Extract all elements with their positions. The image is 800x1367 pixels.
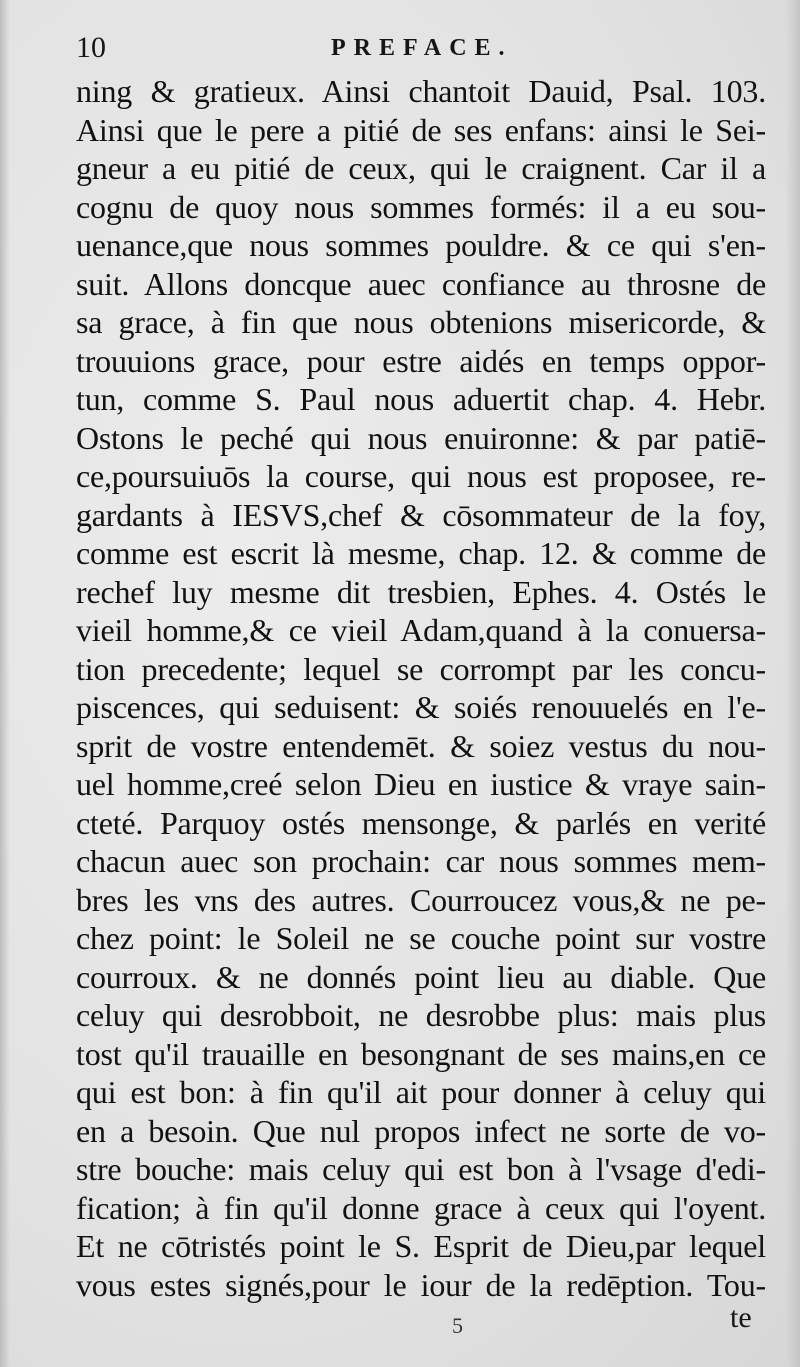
text-line: Et ne cōtristés point le S. Esprit de Dieu,par lequel (76, 1228, 766, 1264)
text-line: Ostons le peché qui nous enuironne: & par patiē- (76, 419, 766, 456)
text-line: ning & gratieux. Ainsi chantoit Dauid, Psal. 103. (76, 73, 766, 109)
text-line: tost qu'il trauaille en besongnant de ses mains,en ce (76, 1035, 766, 1072)
page-right-shadow (786, 0, 800, 1367)
text-line: stre bouche: mais celuy qui est bon à l'vsage d'edi- (76, 1151, 766, 1187)
catchword: te (730, 1301, 752, 1334)
page-left-shadow (0, 0, 10, 1367)
text-line: qui est bon: à fin qu'il ait pour donner à celuy qui (76, 1074, 766, 1110)
text-line: ce,poursuiuōs la course, qui nous est proposee, re- (76, 458, 766, 494)
page-number: 10 (76, 31, 106, 64)
text-line: bres les vns des autres. Courroucez vous,& ne pe- (76, 881, 766, 918)
text-line: trouuions grace, pour estre aidés en temps oppor- (76, 342, 766, 379)
body-text (76, 72, 766, 1304)
text-line: gneur a eu pitié de ceux, qui le craignent. Car il a (76, 150, 766, 186)
signature-mark: 5 (452, 1313, 463, 1338)
text-line: celuy qui desrobboit, ne desrobbe plus: mais plus (76, 997, 766, 1033)
text-line: piscences, qui seduisent: & soiés renouuelés en l'e- (76, 689, 766, 725)
text-line: sa grace, à fin que nous obtenions misericorde, & (76, 304, 766, 340)
text-line: suit. Allons doncque auec confiance au throsne de (76, 265, 766, 302)
text-line: courroux. & ne donnés point lieu au diable. Que (76, 958, 766, 995)
text-line: chez point: le Soleil ne se couche point sur vostre (76, 920, 766, 956)
text-line: fication; à fin qu'il donne grace à ceux qui l'oyent. (76, 1189, 766, 1226)
text-line: vous estes signés,pour le iour de la redēption. Tou- (76, 1266, 766, 1303)
text-line: tun, comme S. Paul nous aduertit chap. 4. Hebr. (76, 381, 766, 417)
text-line: chacun auec son prochain: car nous sommes mem- (76, 843, 766, 879)
text-line: Ainsi que le pere a pitié de ses enfans: ainsi le Sei- (76, 111, 766, 148)
text-line: tion precedente; lequel se corrompt par les concu- (76, 650, 766, 687)
text-line: sprit de vostre entendemēt. & soiez vestus du nou- (76, 727, 766, 764)
text-line: cteté. Parquoy ostés mensonge, & parlés en verité (76, 804, 766, 841)
text-line: uenance,que nous sommes pouldre. & ce qui s'en- (76, 227, 766, 263)
running-head (76, 30, 766, 66)
text-line: comme est escrit là mesme, chap. 12. & comme de (76, 535, 766, 571)
running-title: PREFACE. (331, 35, 513, 61)
text-line: vieil homme,& ce vieil Adam,quand à la conuersa- (76, 612, 766, 648)
text-line: cognu de quoy nous sommes formés: il a eu sou- (76, 188, 766, 225)
text-line: en a besoin. Que nul propos infect ne sorte de vo- (76, 1112, 766, 1149)
text-line: gardants à IESVS,chef & cōsommateur de la foy, (76, 496, 766, 533)
text-line: rechef luy mesme dit tresbien, Ephes. 4. Ostés le (76, 573, 766, 610)
text-line: uel homme,creé selon Dieu en iustice & vraye sain- (76, 766, 766, 802)
